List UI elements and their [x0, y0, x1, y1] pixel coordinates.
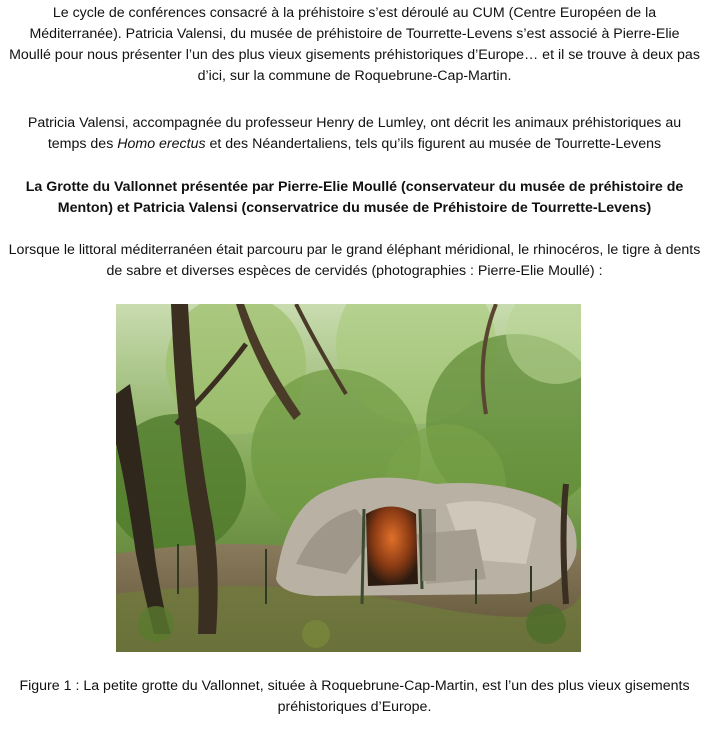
figure-caption: Figure 1 : La petite grotte du Vallonnet, située à Roquebrune-Cap-Martin, est l’un des plus vieux gisements préhistoriques d’Europe.	[19, 678, 690, 715]
section-heading: La Grotte du Vallonnet présentée par Pierre-Elie Moullé (conservateur du musée de préhistoire de Menton) et Patricia Valensi (conservatrice du musée de Préhistoire de Tourrette-Levens)	[25, 179, 684, 216]
lecture-description-paragraph	[8, 113, 701, 155]
fauna-paragraph: Lorsque le littoral méditerranéen était parcouru par le grand éléphant méridional, le rhinocéros, le tigre à dents de sabre et diverses espèces de cervidés (photographies : Pierre-Elie Moullé) :	[8, 242, 701, 279]
homo-erectus-term: Homo erectus	[117, 136, 206, 152]
p2-text-after: et des Néandertaliens, tels qu’ils figurent au musée de Tourrette-Levens	[205, 136, 662, 152]
intro-paragraph: Le cycle de conférences consacré à la préhistoire s’est déroulé au CUM (Centre Européen de la Méditerranée). Patricia Valensi, du musée de préhistoire de Tourrette-Levens s’est associé à Pierre-Elie Moullé pour nous présenter l’un des plus vieux gisements préhistoriques d’Europe… et il se trouve à deux pas d’ici, sur la commune de Roquebrune-Cap-Martin.	[9, 5, 700, 84]
vallonnet-cave-photo	[116, 304, 581, 652]
p2-text-before: Patricia Valensi, accompagnée du professeur Henry de Lumley, ont décrit les animaux préhistoriques au temps des	[27, 115, 682, 152]
